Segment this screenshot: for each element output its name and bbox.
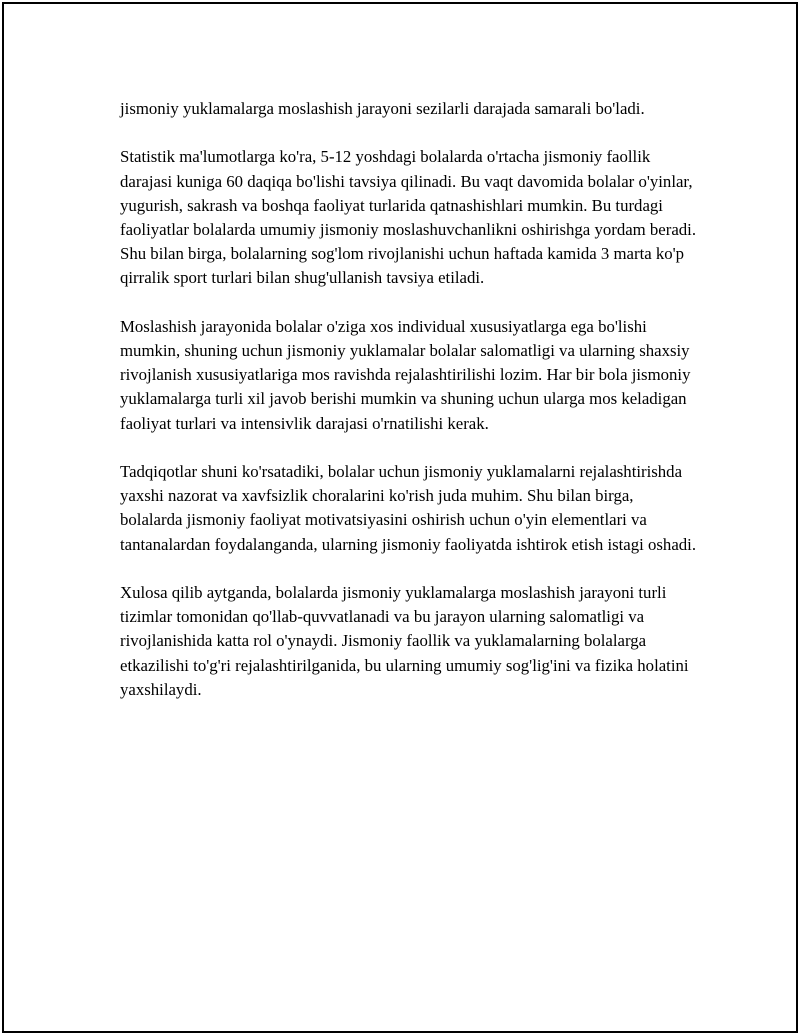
paragraph-4: Tadqiqotlar shuni ko'rsatadiki, bolalar uchun jismoniy yuklamalarni rejalashtirishda yaxshi nazorat va xavfsizlik choralarini ko'rish juda muhim. Shu bilan birga, bolalarda jismoniy faoliyat motivatsiyasini oshirish uchun o'yin elementlari va tantanalardan foydalanganda, ularning jismoniy faoliyatda ishtirok etish istagi oshadi. [120,462,697,554]
paragraph-1: jismoniy yuklamalarga moslashish jarayoni sezilarli darajada samarali bo'ladi. [120,99,645,118]
document-body [120,97,698,726]
paragraph-5: Xulosa qilib aytganda, bolalarda jismoniy yuklamalarga moslashish jarayoni turli tizimlar tomonidan qo'llab-quvvatlanadi va bu jarayon ularning salomatligi va rivojlanishida katta rol o'ynaydi. Jismoniy faollik va yuklamalarning bolalarga etkazilishi to'g'ri rejalashtirilganida, bu ularning umumiy sog'lig'ini va fizika holatini yaxshilaydi. [120,583,689,699]
paragraph-3: Moslashish jarayonida bolalar o'ziga xos individual xususiyatlarga ega bo'lishi mumkin, shuning uchun jismoniy yuklamalar bolalar salomatligi va ularning shaxsiy rivojlanish xususiyatlariga mos ravishda rejalashtirilishi lozim. Har bir bola jismoniy yuklamalarga turli xil javob berishi mumkin va shuning uchun ularga mos keladigan faoliyat turlari va intensivlik darajasi o'rnatilishi kerak. [120,316,691,433]
document-page [2,2,798,1033]
paragraph-2: Statistik ma'lumotlarga ko'ra, 5-12 yoshdagi bolalarda o'rtacha jismoniy faollik darajasi kuniga 60 daqiqa bo'lishi tavsiya qilinadi. Bu vaqt davomida bolalar o'yinlar, yugurish, sakrash va boshqa faoliyat turlarida qatnashishlari mumkin. Bu turdagi faoliyatlar bolalarda umumiy jismoniy moslashuvchanlikni oshirishga yordam beradi. Shu bilan birga, bolalarning sog'lom rivojlanishi uchun haftada kamida 3 marta ko'p qirralik sport turlari bilan shug'ullanish tavsiya etiladi. [120,147,697,288]
